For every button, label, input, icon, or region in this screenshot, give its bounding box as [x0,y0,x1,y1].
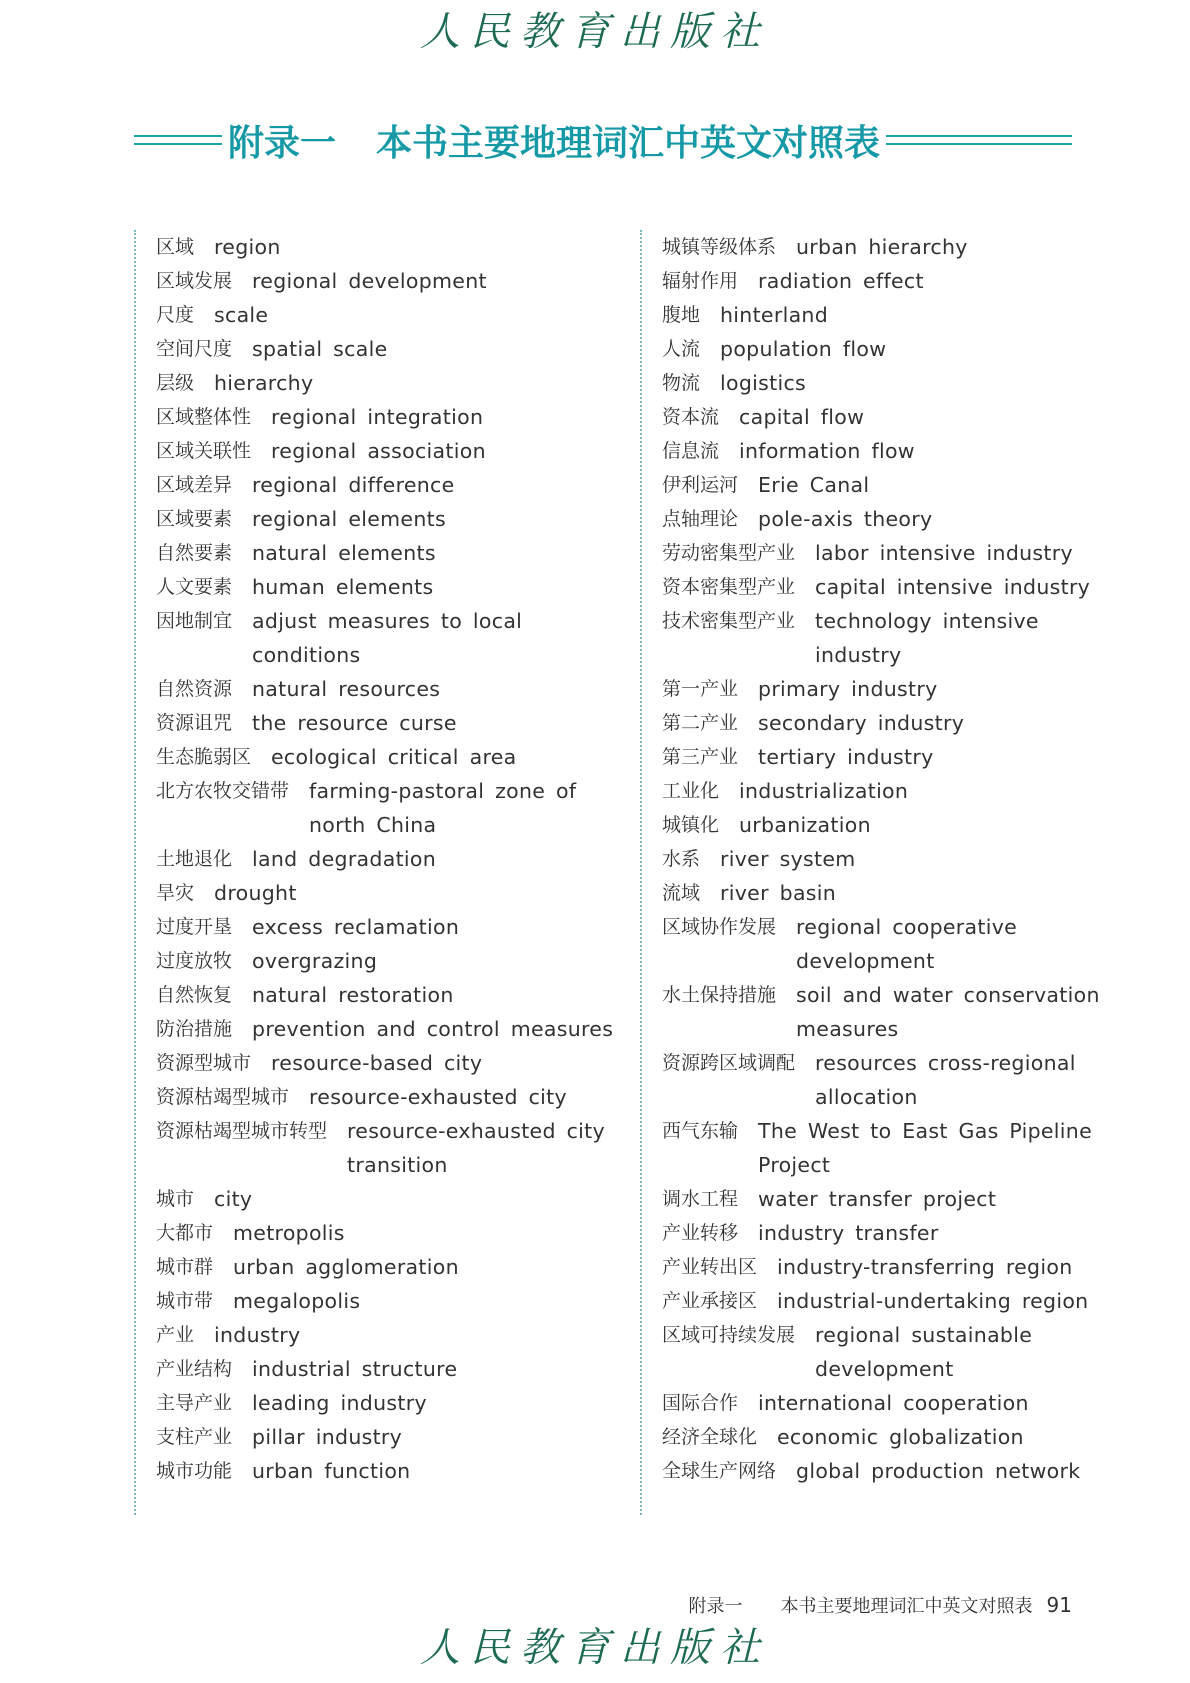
term-chinese: 技术密集型产业 [662,610,796,632]
term-chinese: 资源型城市 [156,1052,252,1074]
term-english: information flow [739,439,915,463]
term-english: natural elements [252,541,436,565]
term-english: industrialization [739,779,909,803]
glossary-entry [156,468,634,502]
term-english: regional cooperative development [796,915,1018,973]
title-part2: 本书主要地理词汇中英文对照表 [376,122,881,164]
glossary-entry [662,298,1100,332]
glossary-entry [662,400,1100,434]
term-english: population flow [720,337,887,361]
glossary-entry [156,978,634,1012]
term-chinese: 层级 [156,372,195,394]
glossary-entry [156,1420,634,1454]
term-chinese: 土地退化 [156,848,233,870]
glossary-entry [662,502,1100,536]
term-chinese: 调水工程 [662,1188,739,1210]
glossary-entry [662,1284,1100,1318]
title-part1: 附录一 [228,122,337,164]
term-english: labor intensive industry [815,541,1073,565]
glossary-entry [156,1182,634,1216]
glossary-entry [156,944,634,978]
glossary-entry [156,332,634,366]
term-english: tertiary industry [758,745,934,769]
term-english: urban agglomeration [233,1255,459,1279]
term-english: regional difference [252,473,455,497]
page-number: 91 [1046,1593,1072,1617]
term-chinese: 流域 [662,882,701,904]
footer-part1: 附录一 [688,1596,743,1617]
term-english: land degradation [252,847,437,871]
term-chinese: 信息流 [662,440,720,462]
term-chinese: 城镇等级体系 [662,236,777,258]
term-english: human elements [252,575,434,599]
term-chinese: 生态脆弱区 [156,746,252,768]
glossary-entry [156,400,634,434]
term-chinese: 过度开垦 [156,916,233,938]
glossary-entry [156,910,634,944]
term-english: industrial structure [252,1357,458,1381]
term-english: resource-based city [271,1051,483,1075]
glossary-entry [156,298,634,332]
term-english: resources cross-regional allocation [815,1051,1076,1109]
term-english: city [214,1187,253,1211]
glossary-entry [662,332,1100,366]
term-chinese: 人文要素 [156,576,233,598]
glossary-entry [662,468,1100,502]
term-english: region [214,235,281,259]
glossary-left-column [134,230,634,1515]
term-chinese: 产业结构 [156,1358,233,1380]
glossary-entry [662,1420,1100,1454]
glossary-entry [156,842,634,876]
term-chinese: 劳动密集型产业 [662,542,796,564]
term-english: Erie Canal [758,473,870,497]
term-chinese: 资源诅咒 [156,712,233,734]
term-chinese: 防治措施 [156,1018,233,1040]
footer-part2: 本书主要地理词汇中英文对照表 [780,1596,1033,1617]
term-english: hierarchy [214,371,314,395]
term-chinese: 支柱产业 [156,1426,233,1448]
term-chinese: 产业承接区 [662,1290,758,1312]
term-english: metropolis [233,1221,345,1245]
term-chinese: 物流 [662,372,701,394]
term-chinese: 辐射作用 [662,270,739,292]
glossary-entry [156,366,634,400]
term-english: primary industry [758,677,938,701]
term-chinese: 尺度 [156,304,195,326]
glossary-entry [662,1318,1100,1386]
term-chinese: 区域关联性 [156,440,252,462]
term-chinese: 伊利运河 [662,474,739,496]
term-english: industry [214,1323,301,1347]
term-chinese: 城市带 [156,1290,214,1312]
glossary-entry [156,774,634,842]
term-english: water transfer project [758,1187,997,1211]
glossary-entry [156,1352,634,1386]
term-chinese: 主导产业 [156,1392,233,1414]
glossary-entry [156,536,634,570]
term-english: urban function [252,1459,411,1483]
glossary-entry [662,604,1100,672]
glossary-entry [156,502,634,536]
glossary-entry [156,1250,634,1284]
term-chinese: 工业化 [662,780,720,802]
glossary-entry [156,672,634,706]
glossary-entry [662,910,1100,978]
term-english: capital flow [739,405,865,429]
term-english: pillar industry [252,1425,403,1449]
term-chinese: 自然要素 [156,542,233,564]
glossary-entry [156,1012,634,1046]
term-english: excess reclamation [252,915,460,939]
term-chinese: 经济全球化 [662,1426,758,1448]
term-chinese: 因地制宜 [156,610,233,632]
glossary-entry [156,1386,634,1420]
term-chinese: 资本密集型产业 [662,576,796,598]
glossary-entry [662,1114,1100,1182]
glossary-entry [156,1216,634,1250]
term-chinese: 过度放牧 [156,950,233,972]
term-english: hinterland [720,303,829,327]
publisher-logo-top: 人民教育出版社 [420,9,770,55]
glossary-entry [662,264,1100,298]
term-english: capital intensive industry [815,575,1091,599]
term-english: ecological critical area [271,745,517,769]
glossary-entry [156,1284,634,1318]
term-english: urban hierarchy [796,235,968,259]
term-chinese: 点轴理论 [662,508,739,530]
glossary-entry [662,434,1100,468]
term-english: spatial scale [252,337,388,361]
term-english: scale [214,303,269,327]
glossary-entry [156,230,634,264]
term-english: technology intensive industry [815,609,1039,667]
glossary-entry [662,1216,1100,1250]
term-chinese: 水土保持措施 [662,984,777,1006]
term-chinese: 北方农牧交错带 [156,780,290,802]
glossary-entry [156,1318,634,1352]
term-english: industrial-undertaking region [777,1289,1089,1313]
term-chinese: 水系 [662,848,701,870]
glossary-entry [156,706,634,740]
term-english: farming-pastoral zone of north China [309,779,577,837]
term-english: logistics [720,371,807,395]
glossary-entry [662,1250,1100,1284]
page-footer [689,1592,1072,1618]
term-chinese: 产业转移 [662,1222,739,1244]
term-chinese: 城市功能 [156,1460,233,1482]
glossary-entry [156,740,634,774]
term-english: the resource curse [252,711,457,735]
term-chinese: 腹地 [662,304,701,326]
term-english: adjust measures to local conditions [252,609,523,667]
glossary-entry [662,570,1100,604]
glossary-entry [156,1080,634,1114]
term-english: regional association [271,439,486,463]
glossary-entry [662,672,1100,706]
glossary-entry [156,1454,634,1488]
term-english: regional sustainable development [815,1323,1033,1381]
term-english: The West to East Gas Pipeline Project [758,1119,1092,1177]
term-chinese: 人流 [662,338,701,360]
term-english: secondary industry [758,711,965,735]
term-english: natural restoration [252,983,454,1007]
term-chinese: 产业转出区 [662,1256,758,1278]
glossary-entry [662,1454,1100,1488]
term-chinese: 大都市 [156,1222,214,1244]
glossary-entry [662,1046,1100,1114]
term-chinese: 国际合作 [662,1392,739,1414]
term-english: industry transfer [758,1221,939,1245]
glossary-entry [662,842,1100,876]
glossary-entry [156,1046,634,1080]
term-chinese: 第一产业 [662,678,739,700]
term-english: international cooperation [758,1391,1029,1415]
term-chinese: 资源枯竭型城市 [156,1086,290,1108]
term-english: regional elements [252,507,446,531]
term-english: economic globalization [777,1425,1024,1449]
glossary-entry [156,876,634,910]
page-title [134,112,1072,168]
term-chinese: 区域协作发展 [662,916,777,938]
term-chinese: 西气东输 [662,1120,739,1142]
term-chinese: 资本流 [662,406,720,428]
term-chinese: 城镇化 [662,814,720,836]
term-english: urbanization [739,813,871,837]
term-english: pole-axis theory [758,507,933,531]
term-chinese: 城市 [156,1188,195,1210]
term-chinese: 区域发展 [156,270,233,292]
term-chinese: 空间尺度 [156,338,233,360]
term-english: regional development [252,269,487,293]
glossary-entry [156,264,634,298]
glossary-right-column [640,230,1100,1515]
title-rule-right [886,135,1072,145]
term-english: resource-exhausted city transition [347,1119,605,1177]
term-chinese: 资源枯竭型城市转型 [156,1120,328,1142]
glossary-entry [662,740,1100,774]
term-chinese: 区域差异 [156,474,233,496]
term-chinese: 区域整体性 [156,406,252,428]
term-chinese: 区域可持续发展 [662,1324,796,1346]
title-rule-left [134,135,222,145]
glossary-entry [662,230,1100,264]
term-chinese: 区域 [156,236,195,258]
glossary-entry [662,706,1100,740]
term-chinese: 自然资源 [156,678,233,700]
term-chinese: 城市群 [156,1256,214,1278]
glossary-entry [156,434,634,468]
glossary-entry [662,876,1100,910]
term-english: resource-exhausted city [309,1085,567,1109]
term-english: natural resources [252,677,441,701]
glossary-entry [156,604,634,672]
glossary-entry [662,808,1100,842]
term-chinese: 第三产业 [662,746,739,768]
term-english: regional integration [271,405,484,429]
term-chinese: 资源跨区域调配 [662,1052,796,1074]
term-english: river basin [720,881,837,905]
term-english: radiation effect [758,269,924,293]
term-chinese: 旱灾 [156,882,195,904]
term-english: drought [214,881,297,905]
term-chinese: 产业 [156,1324,195,1346]
glossary-entry [156,1114,634,1182]
glossary-entry [662,774,1100,808]
glossary-entry [662,1386,1100,1420]
glossary-entry [662,978,1100,1046]
term-english: megalopolis [233,1289,361,1313]
term-chinese: 全球生产网络 [662,1460,777,1482]
term-chinese: 区域要素 [156,508,233,530]
publisher-logo-bottom: 人民教育出版社 [420,1625,770,1671]
term-english: river system [720,847,856,871]
title-text [222,115,886,166]
glossary-entry [662,366,1100,400]
term-english: industry-transferring region [777,1255,1073,1279]
term-english: global production network [796,1459,1081,1483]
term-english: overgrazing [252,949,378,973]
glossary-entry [156,570,634,604]
glossary-entry [662,536,1100,570]
term-english: leading industry [252,1391,427,1415]
term-english: prevention and control measures [252,1017,614,1041]
term-chinese: 第二产业 [662,712,739,734]
term-english: soil and water conservation measures [796,983,1100,1041]
term-chinese: 自然恢复 [156,984,233,1006]
glossary-entry [662,1182,1100,1216]
